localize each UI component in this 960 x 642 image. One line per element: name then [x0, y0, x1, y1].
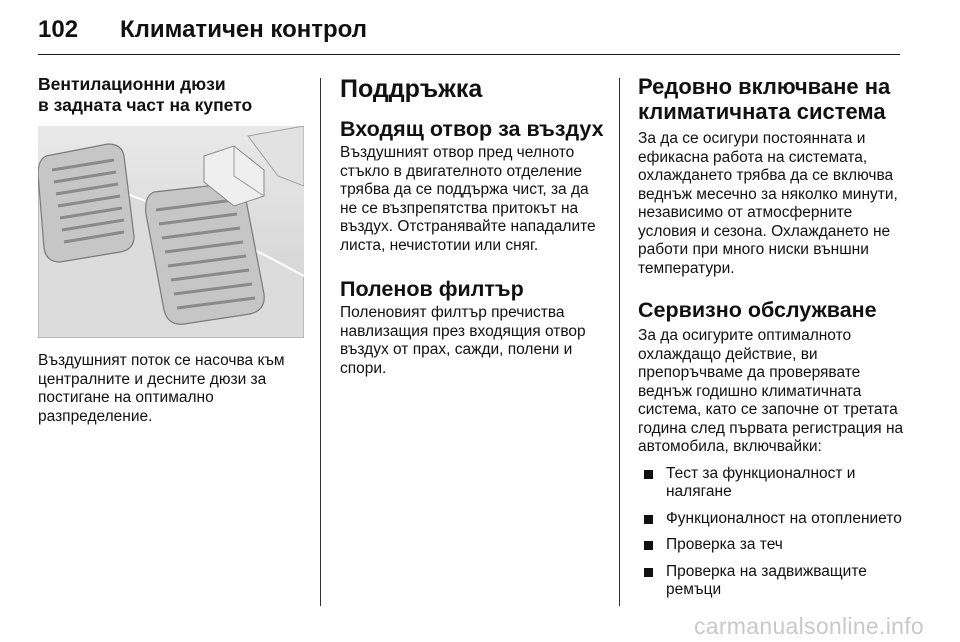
section-title: Поддръжка — [340, 75, 483, 103]
column-middle — [340, 74, 606, 378]
right-vent — [146, 184, 265, 324]
square-bullet-icon — [644, 470, 653, 479]
square-bullet-icon — [644, 515, 653, 524]
column-right — [638, 74, 906, 608]
section-heading — [38, 74, 306, 116]
square-bullet-icon — [644, 541, 653, 550]
square-bullet-icon — [644, 568, 653, 577]
list-item — [638, 465, 906, 502]
column-left — [38, 74, 306, 426]
page-header — [38, 14, 900, 55]
paragraph: За да се осигури постоянната и ефикасна работа на системата, охлаждането трябва да се включва веднъж месечно за няколко минути, независимо от атмосферните условия и сезона. Охлаждането не работи при много ниски външни температури. — [638, 130, 898, 277]
page-number: 102 — [38, 16, 79, 43]
service-checklist — [638, 465, 906, 600]
heading-line-1: Вентилационни дюзи — [38, 74, 226, 94]
subsection-heading: Входящ отвор за въздух — [340, 117, 604, 141]
site-watermark: carmanualsonline.info — [693, 613, 924, 639]
paragraph: Въздушният отвор пред челното стъкло в двигателното отделение трябва да се поддържа чист, за да не се възпрепятства притокът на въздух. Отстранявайте нападалите листа, нечистотии или сняг. — [340, 144, 596, 254]
rear-vents-illustration — [38, 126, 304, 338]
list-item-text: Функционалност на отоплението — [666, 509, 902, 527]
subsection-heading — [638, 74, 906, 124]
heading-line-2: в задната част на купето — [38, 95, 253, 115]
list-item — [638, 563, 906, 600]
subsection-heading: Сервизно обслужване — [638, 298, 877, 322]
figure-caption: Въздушният поток се насочва към централните и десните дюзи за постигане на оптимално разпределение. — [38, 352, 285, 425]
list-item — [638, 510, 906, 529]
list-item-text: Проверка за теч — [666, 536, 783, 553]
column-divider — [619, 78, 620, 606]
paragraph: За да осигурите оптималното охлаждащо действие, ви препоръчваме да проверявате веднъж годишно климатичната система, като се започне от третата година след първата регистрация на автомобила, включвайки: — [638, 327, 904, 455]
subsection-heading: Поленов филтър — [340, 277, 524, 301]
list-item — [638, 536, 906, 555]
rear-vents-drawing — [38, 126, 304, 338]
heading-line-1: Редовно включване на — [638, 74, 891, 99]
list-item-text: Проверка на задвижващите ремъци — [666, 562, 867, 598]
chapter-title: Климатичен контрол — [120, 16, 367, 43]
list-item-text: Тест за функционалност и налягане — [666, 464, 856, 500]
column-divider — [320, 78, 321, 606]
heading-line-2: климатичната система — [638, 99, 886, 124]
paragraph: Поленовият филтър пречиства навлизащия през входящия отвор въздух от прах, сажди, полени и спори. — [340, 304, 586, 377]
left-vent — [38, 144, 134, 262]
